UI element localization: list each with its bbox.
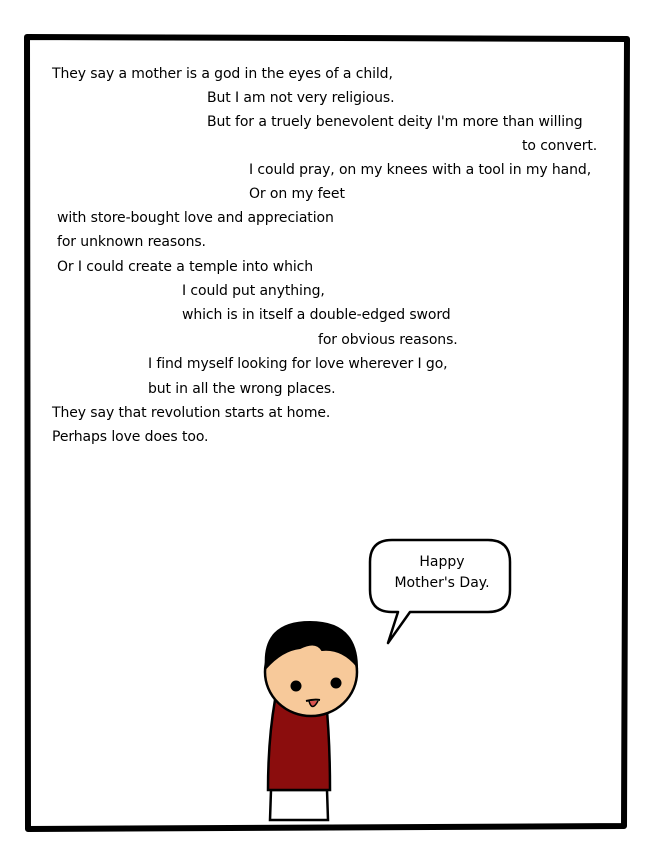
poem-line: Perhaps love does too.	[52, 429, 209, 445]
poem-line: They say a mother is a god in the eyes of a child,	[52, 66, 393, 82]
poem-line: Or on my feet	[249, 186, 345, 202]
poem-line: but in all the wrong places.	[148, 381, 336, 397]
character-pants	[270, 790, 328, 820]
poem-line: But I am not very religious.	[207, 90, 395, 106]
poem-line: Or I could create a temple into which	[57, 259, 314, 275]
poem-line: for unknown reasons.	[57, 234, 206, 250]
poem-line: to convert.	[522, 138, 598, 154]
poem-line: for obvious reasons.	[318, 332, 458, 348]
speech-bubble-text	[372, 552, 512, 594]
poem-line: with store-bought love and appreciation	[57, 210, 334, 226]
character-left-eye	[291, 681, 302, 692]
speech-line: Mother's Day.	[394, 575, 490, 591]
poem-line: They say that revolution starts at home.	[52, 405, 331, 421]
poem-line: I could put anything,	[182, 283, 325, 299]
poem-line: I find myself looking for love wherever I go,	[148, 356, 448, 372]
poem-line: But for a truely benevolent deity I'm more than willing	[207, 114, 583, 130]
poem-line: which is in itself a double-edged sword	[182, 307, 451, 323]
character-right-eye	[331, 678, 342, 689]
speech-line: Happy	[419, 554, 465, 570]
poem-line: I could pray, on my knees with a tool in my hand,	[249, 162, 592, 178]
